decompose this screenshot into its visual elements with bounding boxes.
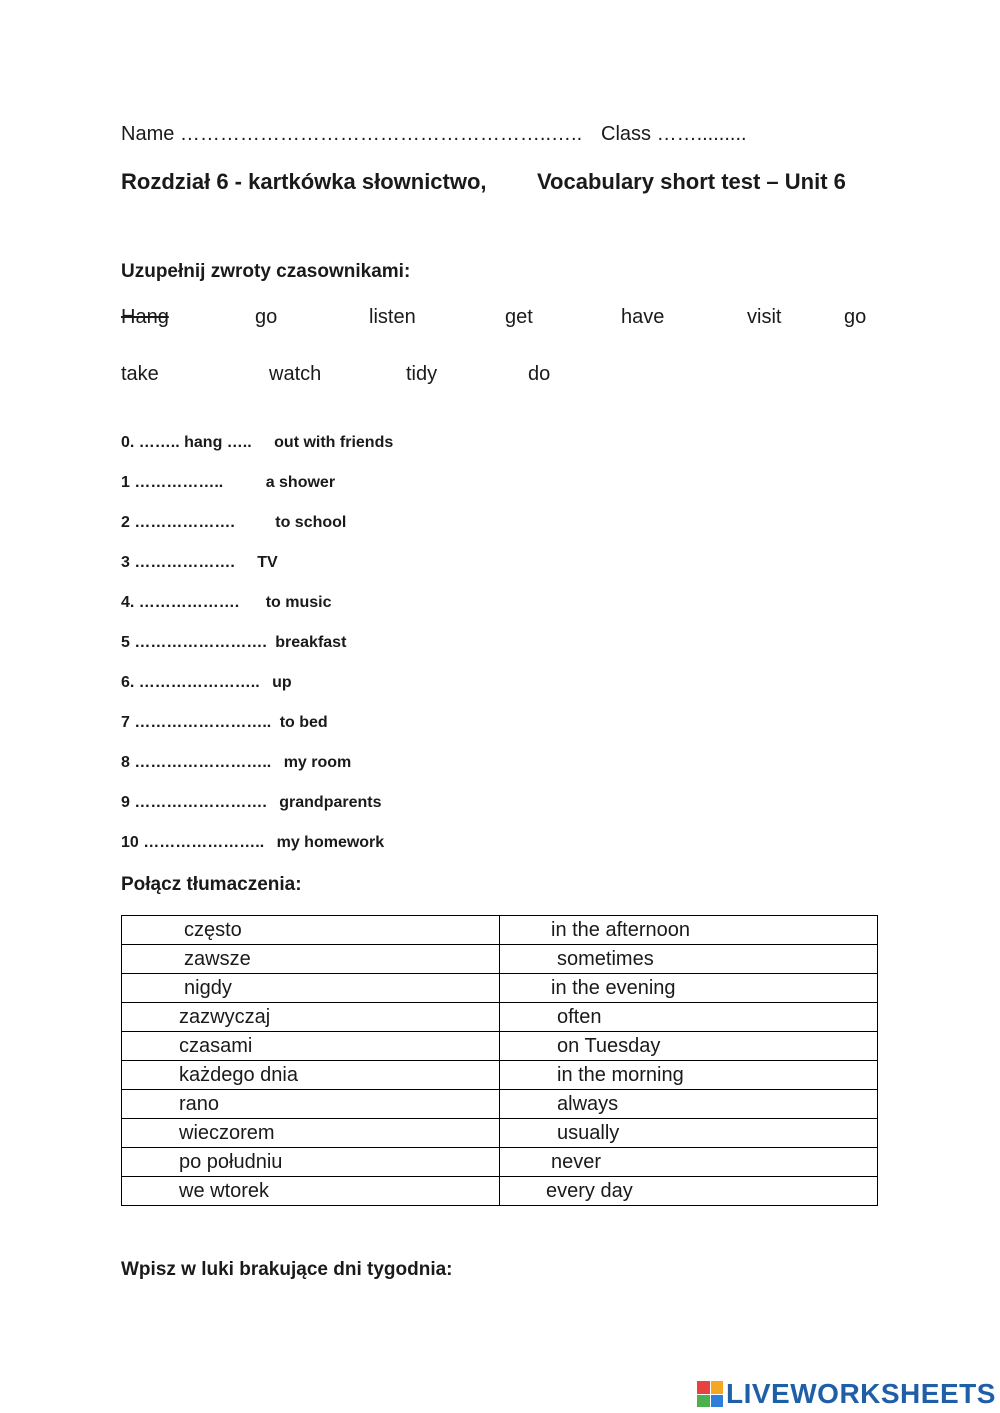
table-cell-polish: rano (122, 1090, 500, 1119)
list-item-3 (121, 554, 278, 572)
section-heading-matching: Połącz tłumaczenia: (121, 874, 302, 895)
list-item-7 (121, 714, 328, 732)
word-bank-item: go (255, 306, 278, 328)
table-cell-polish: nigdy (122, 974, 500, 1003)
item-phrase: up (272, 674, 292, 691)
table-cell-polish: zawsze (122, 945, 500, 974)
table-row (122, 1119, 878, 1148)
liveworksheets-logo-icon (697, 1381, 723, 1407)
table-cell-english[interactable]: on Tuesday (500, 1032, 878, 1061)
table-cell-english[interactable]: every day (500, 1177, 878, 1206)
class-field-label: Class ……......... (601, 123, 747, 145)
table-row (122, 916, 878, 945)
table-cell-english[interactable]: always (500, 1090, 878, 1119)
item-phrase: a shower (265, 474, 336, 491)
list-item-10 (121, 834, 384, 852)
item-phrase: to bed (279, 714, 328, 731)
name-field-label: Name ………………………………………………..….. (121, 123, 583, 145)
section-heading-verbs: Uzupełnij zwroty czasownikami: (121, 261, 411, 282)
table-row (122, 1061, 878, 1090)
word-bank-item: Hang (121, 306, 169, 328)
table-cell-english[interactable]: usually (500, 1119, 878, 1148)
item-phrase: out with friends (274, 434, 394, 451)
table-cell-polish: każdego dnia (122, 1061, 500, 1090)
title-english: Vocabulary short test – Unit 6 (537, 169, 846, 194)
table-cell-polish: czasami (122, 1032, 500, 1061)
table-cell-polish: po południu (122, 1148, 500, 1177)
word-bank-item: tidy (406, 363, 438, 385)
list-item-4 (121, 594, 331, 612)
item-gap[interactable]: 2 ………………. (121, 514, 235, 531)
section-heading-days: Wpisz w luki brakujące dni tygodnia: (121, 1259, 453, 1280)
table-row (122, 1090, 878, 1119)
item-phrase: my homework (276, 834, 385, 851)
item-gap[interactable]: 9 ……………………. (121, 794, 267, 811)
table-cell-english[interactable]: in the evening (500, 974, 878, 1003)
liveworksheets-logo (697, 1378, 996, 1410)
list-item-9 (121, 794, 382, 812)
item-gap[interactable]: 8 …………………….. (121, 754, 272, 771)
table-row (122, 1148, 878, 1177)
list-item-5 (121, 634, 346, 652)
item-gap[interactable]: 0. …….. hang ….. (121, 434, 252, 451)
liveworksheets-logo-text: LIVEWORKSHEETS (726, 1378, 996, 1409)
table-cell-polish: wieczorem (122, 1119, 500, 1148)
matching-table (121, 915, 878, 1206)
list-item-0 (121, 434, 393, 452)
list-item-1 (121, 474, 335, 492)
item-gap[interactable]: 7 …………………….. (121, 714, 272, 731)
list-item-6 (121, 674, 292, 692)
item-gap[interactable]: 6. ………………….. (121, 674, 260, 691)
item-phrase: to school (275, 514, 347, 531)
item-phrase: grandparents (279, 794, 382, 811)
table-cell-english[interactable]: in the afternoon (500, 916, 878, 945)
item-gap[interactable]: 5 ……………………. (121, 634, 267, 651)
word-bank-item: go (844, 306, 867, 328)
item-gap[interactable]: 4. ………………. (121, 594, 240, 611)
item-phrase: breakfast (275, 634, 347, 651)
item-gap[interactable]: 1 …………….. (121, 474, 224, 491)
table-cell-polish: we wtorek (122, 1177, 500, 1206)
item-gap[interactable]: 3 ………………. (121, 554, 235, 571)
word-bank-item: have (621, 306, 665, 328)
table-cell-english[interactable]: sometimes (500, 945, 878, 974)
word-bank-item: watch (269, 363, 322, 385)
item-phrase: TV (257, 554, 278, 571)
word-bank-item: listen (369, 306, 416, 328)
table-row (122, 1177, 878, 1206)
table-row (122, 1032, 878, 1061)
item-phrase: my room (283, 754, 352, 771)
table-cell-english[interactable]: never (500, 1148, 878, 1177)
list-item-8 (121, 754, 351, 772)
word-bank-item: visit (747, 306, 782, 328)
table-row (122, 945, 878, 974)
item-phrase: to music (265, 594, 332, 611)
table-cell-polish: zazwyczaj (122, 1003, 500, 1032)
table-cell-polish: często (122, 916, 500, 945)
list-item-2 (121, 514, 346, 532)
item-gap[interactable]: 10 ………………….. (121, 834, 265, 851)
table-row (122, 1003, 878, 1032)
word-bank-item: take (121, 363, 159, 385)
title-polish: Rozdział 6 - kartkówka słownictwo, (121, 169, 487, 194)
table-cell-english[interactable]: often (500, 1003, 878, 1032)
word-bank-item: get (505, 306, 533, 328)
word-bank-item: do (528, 363, 551, 385)
table-row (122, 974, 878, 1003)
table-cell-english[interactable]: in the morning (500, 1061, 878, 1090)
